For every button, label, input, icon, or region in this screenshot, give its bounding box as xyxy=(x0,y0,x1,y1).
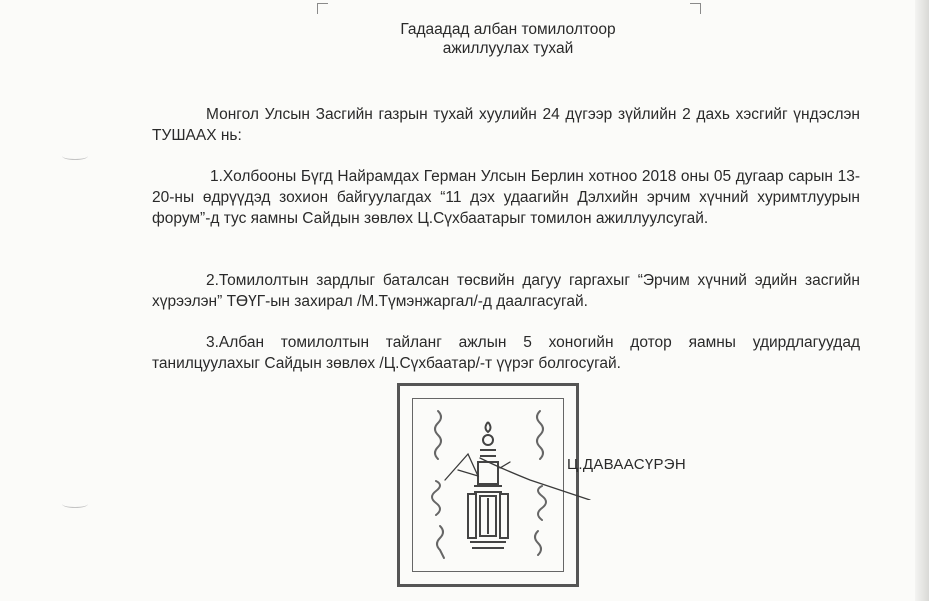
punch-hole-mark xyxy=(62,500,88,508)
title-line-1: Гадаадад албан томилолтоор xyxy=(400,21,616,38)
title-line-2: ажиллуулах тухай xyxy=(442,40,574,57)
crop-mark-right xyxy=(690,3,701,14)
crop-mark-left xyxy=(317,3,328,14)
signer-name: Ц.ДАВААСҮРЭН xyxy=(567,456,687,473)
order-item-1: 1.Холбооны Бүгд Найрамдах Герман Улсын Берлин хотноо 2018 оны 05 дугаар сарын 13-20-ны өдрүүдэд зохион байгуулагдах “11 дэх удаагийн Дэлхийн эрчим хүчний хуримтлуурын форум”-д тус яамны Сайдын зөвлөх Ц.Сүхбаатарыг томилон ажиллуулсугай. xyxy=(152,168,860,227)
punch-hole-mark xyxy=(62,152,88,160)
document-title xyxy=(330,20,686,58)
scan-edge-shadow xyxy=(915,0,929,601)
intro-paragraph: Монгол Улсын Засгийн газрын тухай хуулийн 24 дүгээр зүйлийн 2 дахь хэсгийг үндэслэн ТУШААХ нь: xyxy=(152,106,860,144)
order-item-2: 2.Томилолтын зардлыг баталсан төсвийн дагуу гаргахыг “Эрчим хүчний эдийн засгийн хүрээлэн” ТӨҮГ-ын захирал /М.Түмэнжаргал/-д даалгасугай. xyxy=(152,272,860,310)
order-item-3: 3.Албан томилолтын тайланг ажлын 5 хоногийн дотор яамны удирдлагуудад танилцуулахыг Сайдын зөвлөх /Ц.Сүхбаатар/-т үүрэг болгосугай. xyxy=(152,334,860,372)
